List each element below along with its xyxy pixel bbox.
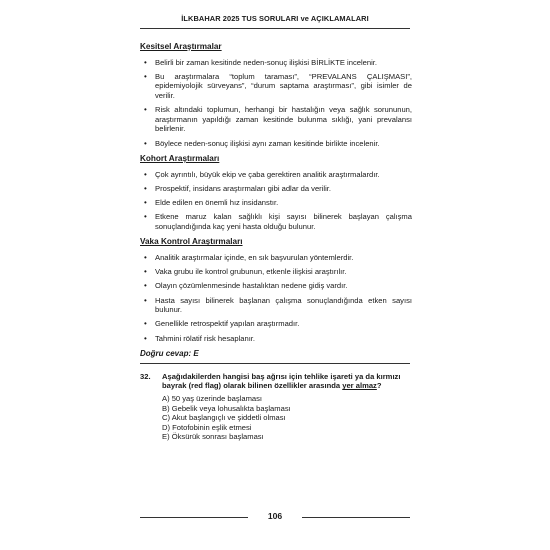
section-title: Kesitsel Araştırmalar — [140, 42, 222, 51]
option-c: C) Akut başlangıçlı ve şiddetli olması — [162, 413, 286, 423]
bullet-icon: • — [144, 71, 147, 81]
question-text: Aşağıdakilerden hangisi baş ağrısı için tehlike işareti ya da kırmızı bayrak (red flag) olarak bilinen özellikler arasında — [162, 371, 401, 391]
section-kesitsel — [140, 42, 412, 148]
list-item — [140, 281, 412, 291]
header-rule — [140, 28, 410, 29]
list-item — [140, 105, 412, 134]
list-item — [140, 319, 412, 329]
bullet-icon: • — [144, 319, 147, 329]
list-item-text: Çok ayrıntılı, büyük ekip ve çaba gerektiren analitik araştırmalardır. — [155, 169, 380, 179]
option-d: D) Fotofobinin eşlik etmesi — [162, 422, 252, 432]
list-item-text: Analitik araştırmalar içinde, en sık başvurulan yöntemlerdir. — [155, 253, 354, 263]
list-item-text: Böylece neden-sonuç ilişkisi aynı zaman kesitinde birlikte incelenir. — [155, 138, 380, 148]
footer-rule-left — [140, 517, 248, 518]
section-vaka-kontrol — [140, 237, 412, 343]
bullet-icon: • — [144, 295, 147, 305]
bullet-list — [140, 170, 412, 232]
list-item — [140, 267, 412, 277]
list-item — [140, 212, 412, 231]
list-item — [140, 184, 412, 194]
list-item-text: Prospektif, insidans araştırmaları gibi adlar da verilir. — [155, 183, 331, 193]
bullet-icon: • — [144, 57, 147, 67]
bullet-icon: • — [144, 333, 147, 343]
list-item-text: Risk altındaki toplumun, herhangi bir hastalığın veya sağlık sorununun, araştırmanın yapıldığı zaman kesitinde bulunma sıklığı, yani prevalansı belirlenir. — [155, 105, 412, 134]
bullet-icon: • — [144, 169, 147, 179]
question-text-underlined: yer almaz — [342, 381, 377, 391]
correct-answer: Doğru cevap: E — [140, 349, 199, 359]
bullet-icon: • — [144, 198, 147, 208]
option-b: B) Gebelik veya lohusalıkta başlaması — [162, 403, 291, 413]
list-item — [140, 170, 412, 180]
question-text-end: ? — [376, 381, 382, 391]
list-item — [140, 72, 412, 101]
bullet-list — [140, 253, 412, 343]
list-item — [140, 198, 412, 208]
list-item-text: Genellikle retrospektif yapılan araştırmadır. — [155, 319, 300, 329]
list-item-text: Hasta sayısı bilinerek başlanan çalışma sonuçlandığında etken sayısı bulunur. — [155, 295, 412, 315]
answer-divider — [140, 363, 410, 364]
list-item — [140, 334, 412, 344]
bullet-icon: • — [144, 253, 147, 263]
bullet-icon: • — [144, 281, 147, 291]
running-header: İLKBAHAR 2025 TUS SORULARI ve AÇIKLAMALARI — [181, 14, 369, 23]
list-item-text: Etkene maruz kalan sağlıklı kişi sayısı bilinerek başlayan çalışma sonuçlandığında kaç yeni hasta olduğu bulunur. — [155, 212, 412, 231]
list-item-text: Vaka grubu ile kontrol grubunun, etkenle ilişkisi araştırılır. — [155, 267, 347, 277]
page-content — [140, 42, 412, 442]
list-item-text: Bu araştırmalara “toplum taraması”, “PREVALANS ÇALIŞMASI”, epidemiyolojik sürveyans”, “durum saptama araştırması”, gibi isimler de verilir. — [155, 71, 412, 100]
page-number: 106 — [267, 511, 283, 521]
bullet-icon: • — [144, 267, 147, 277]
answer-options — [140, 394, 412, 442]
section-kohort — [140, 154, 412, 231]
list-item-text: Belirli bir zaman kesitinde neden-sonuç ilişkisi BİRLİKTE incelenir. — [155, 57, 378, 67]
question — [140, 372, 412, 391]
option-a: A) 50 yaş üzerinde başlaması — [162, 393, 263, 403]
footer-rule-right — [302, 517, 410, 518]
bullet-list — [140, 58, 412, 149]
bullet-icon: • — [144, 105, 147, 115]
bullet-icon: • — [144, 212, 147, 222]
list-item — [140, 139, 412, 149]
list-item — [140, 58, 412, 68]
section-title: Kohort Araştırmaları — [140, 154, 220, 164]
section-title: Vaka Kontrol Araştırmaları — [140, 237, 243, 247]
bullet-icon: • — [144, 183, 147, 193]
list-item-text: Elde edilen en önemli hız insidanstır. — [155, 198, 279, 208]
list-item — [140, 253, 412, 263]
question-number: 32. — [140, 371, 151, 381]
list-item — [140, 296, 412, 315]
list-item-text: Olayın çözümlenmesinde hastalıktan nedene gidiş vardır. — [155, 281, 348, 291]
bullet-icon: • — [144, 138, 147, 148]
list-item-text: Tahmini rölatif risk hesaplanır. — [155, 333, 256, 343]
option-e: E) Öksürük sonrası başlaması — [162, 432, 264, 442]
